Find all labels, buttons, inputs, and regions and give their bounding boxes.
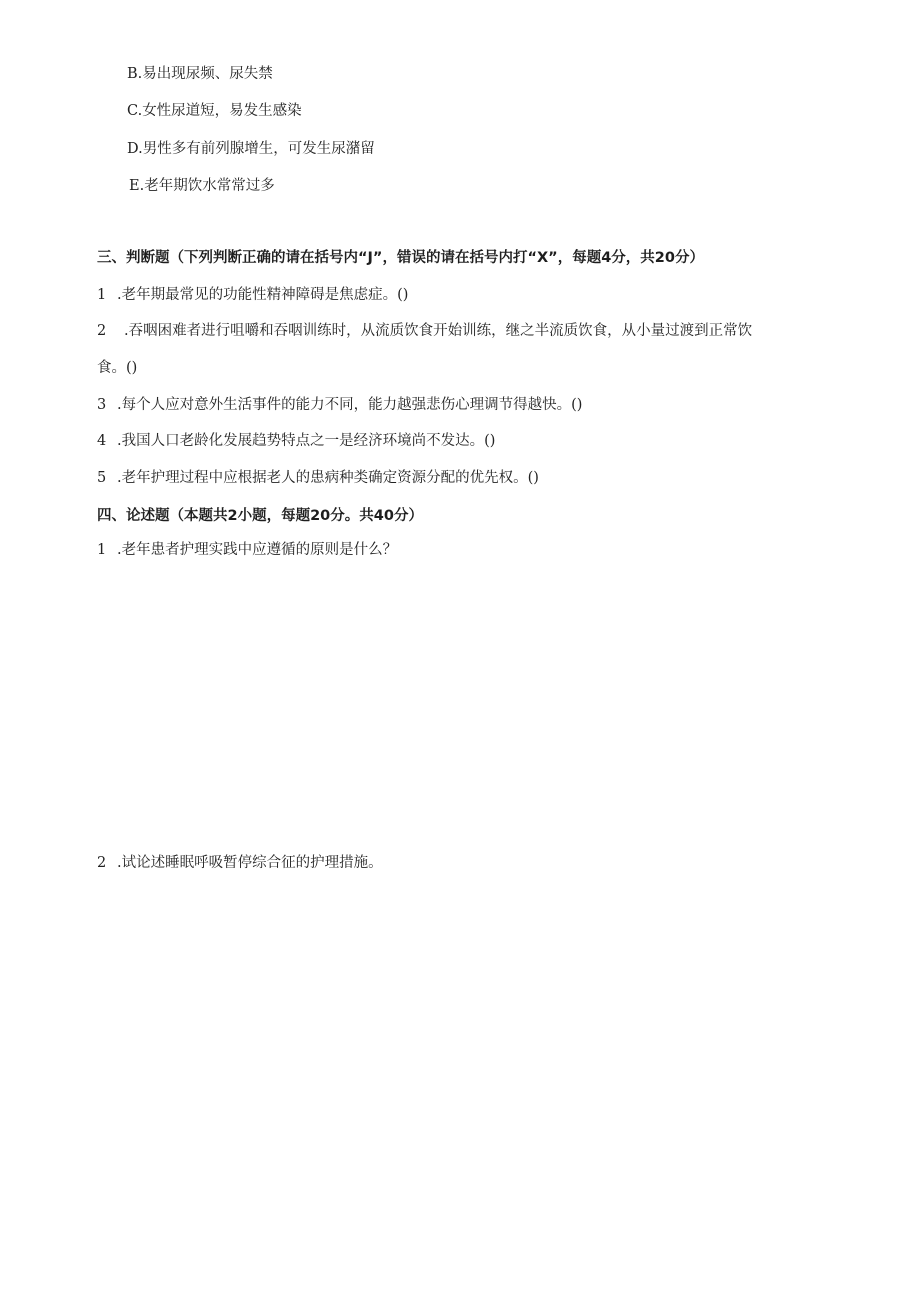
essay-item-2 — [97, 853, 383, 873]
judgement-item-2-continued: 食。() — [97, 360, 138, 376]
item-number: 2 — [97, 855, 107, 871]
item-number: 3 — [97, 397, 107, 413]
judgement-item-4 — [97, 431, 495, 451]
item-text: .老年护理过程中应根据老人的患病种类确定资源分配的优先权。() — [117, 470, 539, 486]
item-number: 2 — [97, 323, 107, 339]
option-label: B. — [127, 66, 143, 82]
item-text: .老年期最常见的功能性精神障碍是焦虑症。() — [117, 287, 409, 303]
item-text: .试论述睡眠呼吸暂停综合征的护理措施。 — [117, 855, 383, 871]
option-label: E. — [129, 178, 145, 194]
judgement-item-2 — [97, 321, 752, 341]
option-label: C. — [127, 103, 143, 119]
section-4-heading: 四、论述题（本题共2小题，每题20分。共40分） — [97, 508, 423, 524]
judgement-item-1 — [97, 285, 408, 305]
item-number: 1 — [97, 287, 107, 303]
item-text: .吞咽困难者进行咀嚼和吞咽训练时，从流质饮食开始训练，继之半流质饮食，从小量过渡到正常饮 — [124, 323, 753, 339]
option-c — [127, 101, 302, 121]
option-d — [127, 139, 375, 159]
item-number: 1 — [97, 542, 107, 558]
item-text: .老年患者护理实践中应遵循的原则是什么？ — [117, 542, 398, 558]
option-label: D. — [127, 141, 143, 157]
essay-item-1 — [97, 540, 397, 560]
section-3-heading: 三、判断题（下列判断正确的请在括号内“J”，错误的请在括号内打“X”，每题4分，共20分） — [97, 250, 704, 266]
judgement-item-3 — [97, 395, 582, 415]
judgement-item-5 — [97, 468, 539, 488]
item-number: 4 — [97, 433, 107, 449]
option-text: 男性多有前列腺增生，可发生尿潴留 — [142, 141, 375, 157]
option-b — [127, 64, 273, 84]
item-text: .每个人应对意外生活事件的能力不同，能力越强悲伤心理调节得越快。() — [117, 397, 583, 413]
option-text: 女性尿道短，易发生感染 — [142, 103, 302, 119]
option-text: 易出现尿频、尿失禁 — [142, 66, 273, 82]
option-text: 老年期饮水常常过多 — [144, 178, 275, 194]
option-e — [129, 176, 275, 196]
item-text: .我国人口老龄化发展趋势特点之一是经济环境尚不发达。() — [117, 433, 496, 449]
item-number: 5 — [97, 470, 107, 486]
